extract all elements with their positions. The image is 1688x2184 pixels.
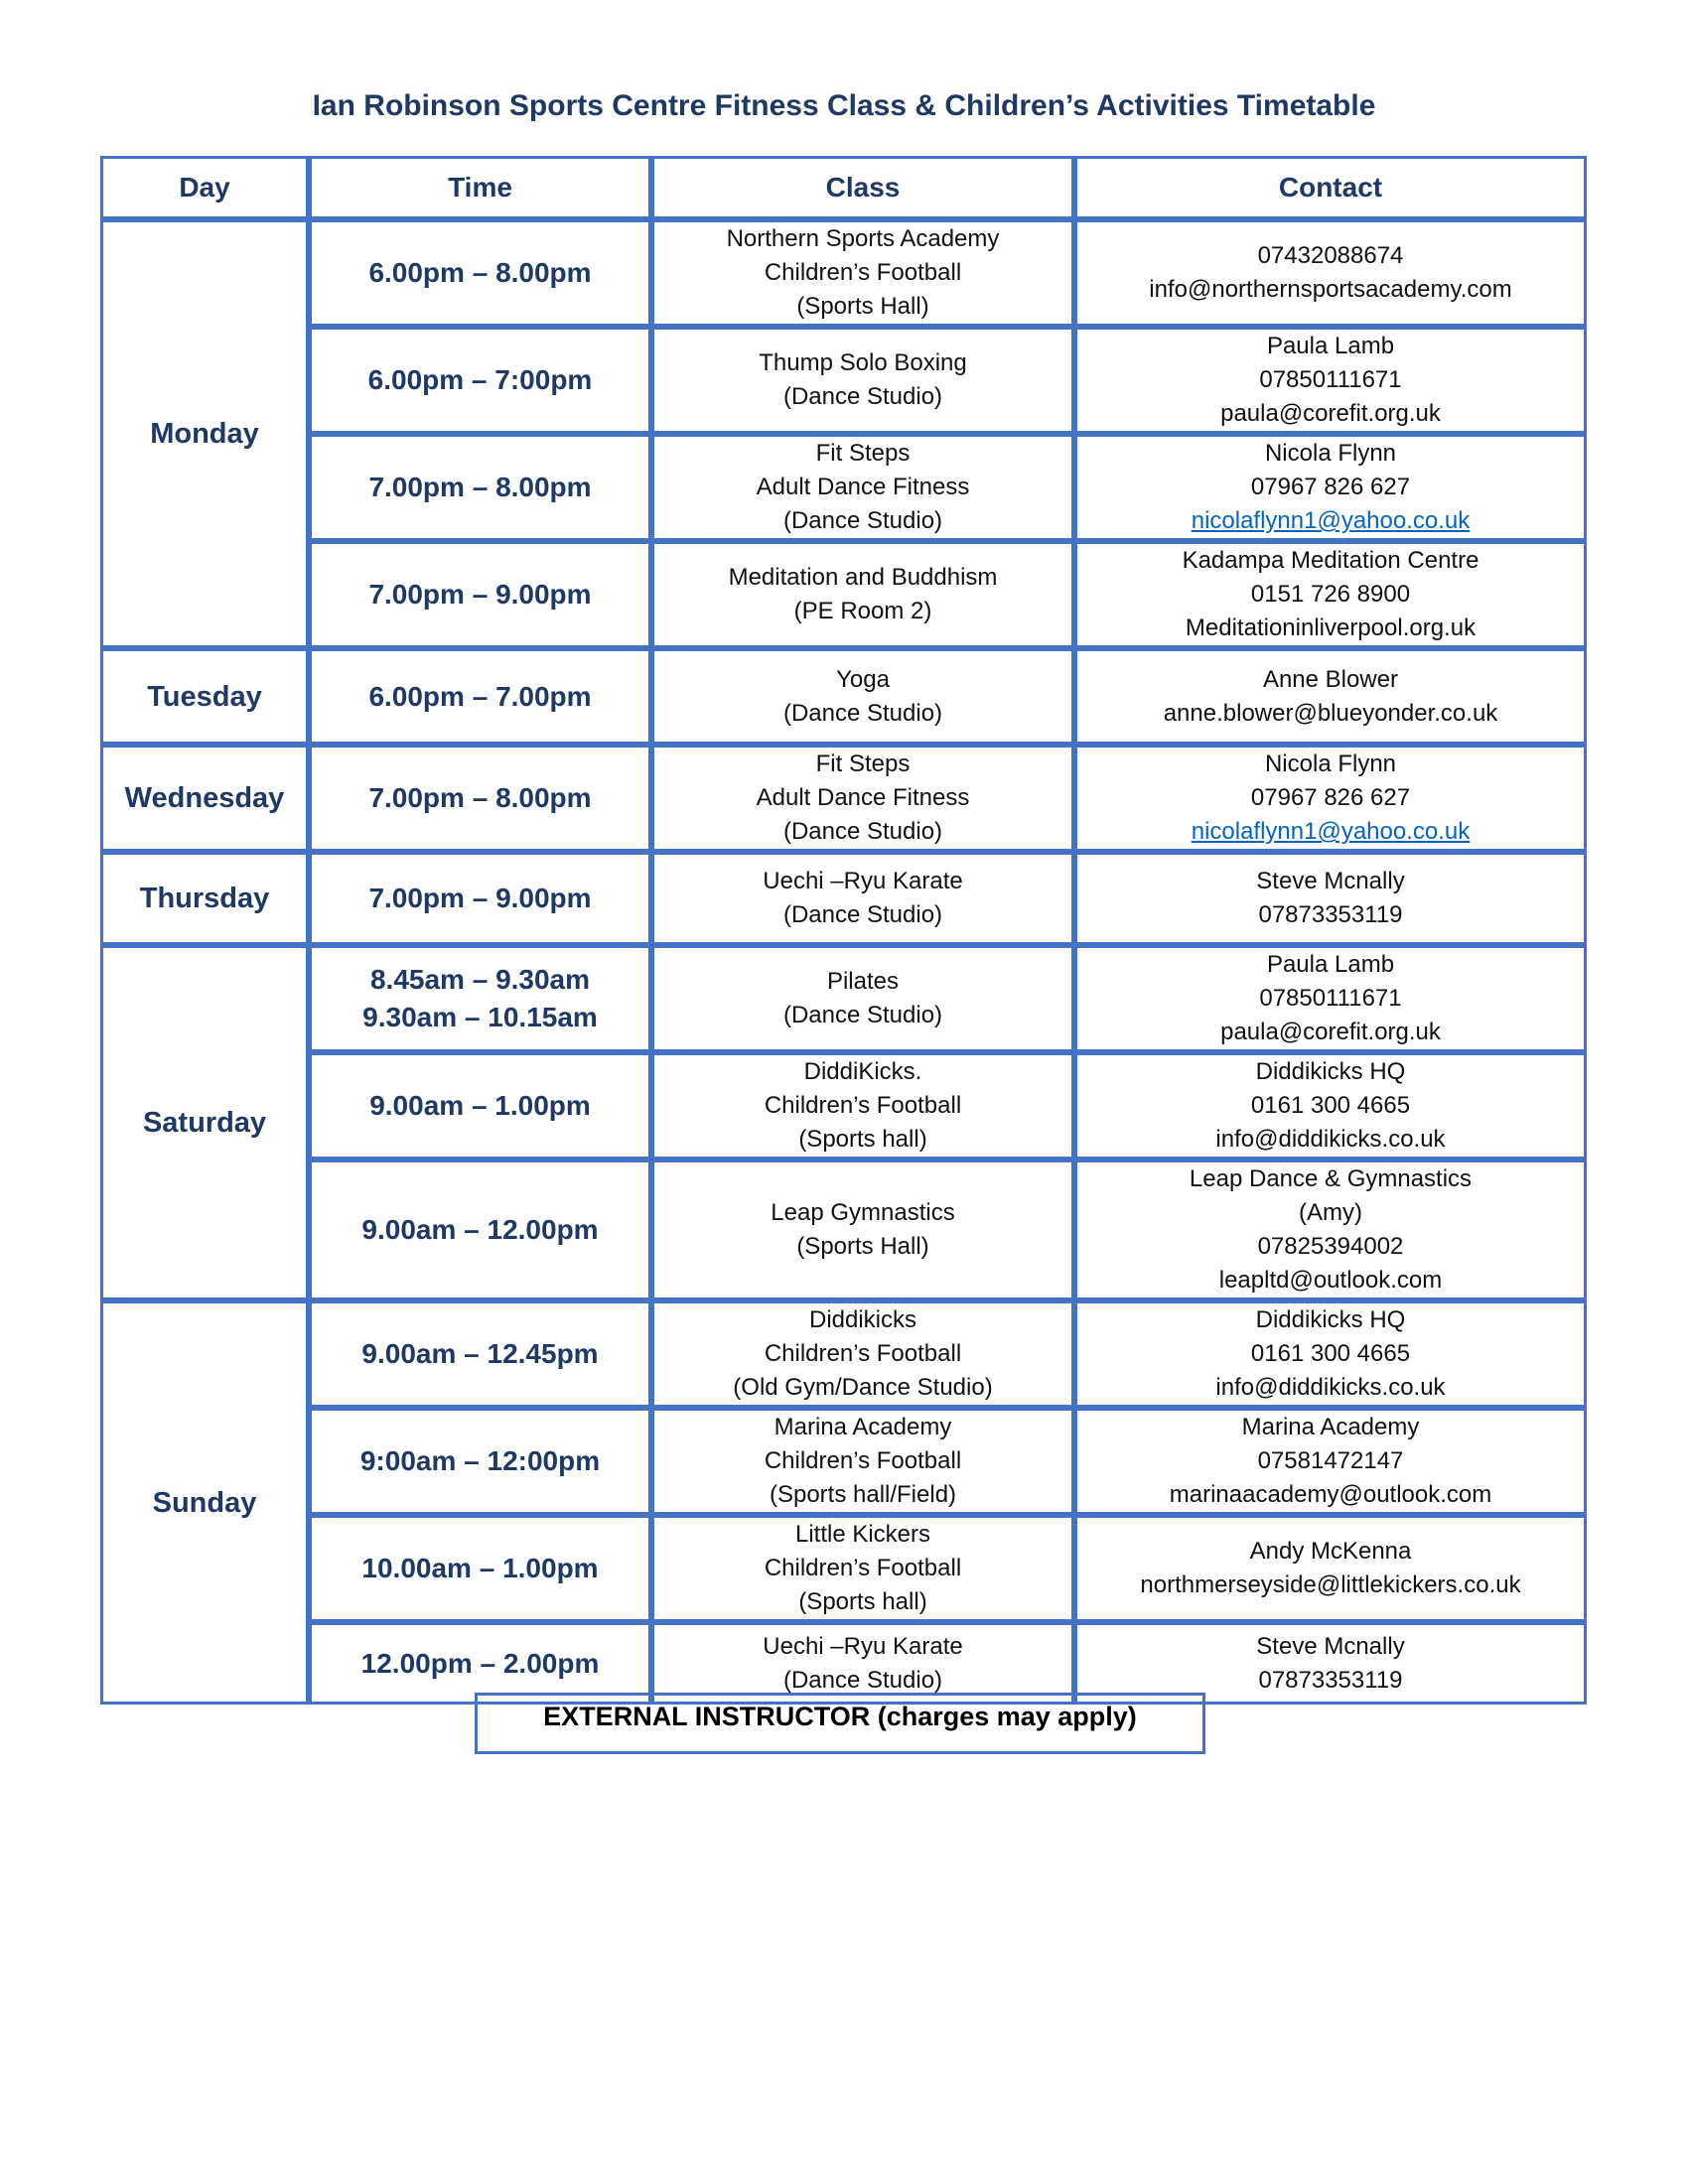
contact-name: Steve Mcnally: [1256, 1632, 1405, 1660]
contact-name: Paula Lamb: [1266, 951, 1395, 978]
time-cell: [309, 1515, 651, 1622]
day-sunday: Sunday: [100, 1300, 309, 1705]
time-cell: [309, 219, 651, 327]
class-text: Children’s Football: [764, 259, 962, 286]
class-text: Fit Steps: [815, 751, 911, 777]
contact-email: info@northernsportsacademy.com: [1149, 276, 1512, 303]
contact-name: Leap Dance & Gymnastics: [1189, 1165, 1473, 1192]
class-cell: [651, 945, 1074, 1052]
header-day: Day: [100, 156, 309, 219]
contact-name: Diddikicks HQ: [1255, 1306, 1406, 1333]
class-text: Adult Dance Fitness: [756, 784, 970, 811]
class-text: Pilates: [826, 968, 900, 995]
day-wednesday: Wednesday: [100, 745, 309, 852]
table-row: [100, 1052, 1587, 1160]
time-text: 9.00am – 12.00pm: [361, 1214, 599, 1245]
contact-email: paula@corefit.org.uk: [1220, 1019, 1441, 1045]
time-text: 9:00am – 12:00pm: [359, 1445, 601, 1476]
contact-name: Diddikicks HQ: [1255, 1058, 1406, 1085]
table-row: [100, 1408, 1587, 1515]
class-cell: [651, 219, 1074, 327]
class-text: (Sports Hall): [796, 293, 929, 320]
table-row: [100, 1300, 1587, 1408]
time-cell: [309, 852, 651, 945]
header-time: Time: [309, 156, 651, 219]
page-title: Ian Robinson Sports Centre Fitness Class & Children’s Activities Timetable: [312, 89, 1376, 122]
class-text: (Sports hall): [798, 1588, 927, 1615]
contact-email: anne.blower@blueyonder.co.uk: [1163, 699, 1498, 727]
contact-phone: 07850111671: [1259, 366, 1402, 393]
time-cell: [309, 1408, 651, 1515]
class-cell: [651, 1408, 1074, 1515]
external-instructor-note: EXTERNAL INSTRUCTOR (charges may apply): [475, 1693, 1205, 1754]
time-text: 12.00pm – 2.00pm: [360, 1647, 600, 1679]
contact-email-link[interactable]: nicolaflynn1@yahoo.co.uk: [1191, 818, 1471, 845]
header-class: Class: [651, 156, 1074, 219]
class-text: Children’s Football: [764, 1340, 962, 1367]
time-text: 7.00pm – 9.00pm: [368, 579, 592, 610]
contact-email-link[interactable]: nicolaflynn1@yahoo.co.uk: [1191, 507, 1471, 534]
table-row: [100, 1515, 1587, 1622]
class-cell: [651, 745, 1074, 852]
day-saturday: Saturday: [100, 945, 309, 1300]
table-row: [100, 945, 1587, 1052]
contact-email: info@diddikicks.co.uk: [1215, 1126, 1446, 1153]
class-text: (Sports Hall): [796, 1233, 929, 1260]
contact-cell: [1074, 327, 1587, 434]
class-text: (Sports hall): [798, 1126, 927, 1153]
class-text: (PE Room 2): [793, 598, 932, 624]
class-text: (Dance Studio): [782, 818, 943, 845]
contact-phone: 0151 726 8900: [1250, 581, 1411, 608]
contact-name: Andy McKenna: [1249, 1538, 1412, 1565]
time-text: 6.00pm – 8.00pm: [368, 257, 592, 288]
class-text: (Dance Studio): [782, 699, 943, 727]
class-text: (Dance Studio): [782, 1666, 943, 1694]
contact-name: Paula Lamb: [1266, 333, 1395, 359]
contact-name: Nicola Flynn: [1264, 751, 1397, 777]
contact-cell: [1074, 745, 1587, 852]
time-text: 7.00pm – 8.00pm: [368, 782, 592, 813]
contact-phone: 07967 826 627: [1250, 474, 1411, 500]
class-text: Uechi –Ryu Karate: [763, 868, 963, 894]
time-text: 6.00pm – 7:00pm: [367, 364, 593, 395]
class-cell: [651, 648, 1074, 745]
class-text: DiddiKicks.: [803, 1058, 922, 1085]
contact-name: (Amy): [1299, 1199, 1362, 1226]
table-row: [100, 434, 1587, 541]
time-cell: [309, 945, 651, 1052]
day-monday: Monday: [100, 219, 309, 648]
time-text: 9.00am – 1.00pm: [369, 1090, 591, 1121]
timetable: [100, 156, 1587, 1705]
class-cell: [651, 852, 1074, 945]
class-text: Leap Gymnastics: [771, 1199, 955, 1226]
day-thursday: Thursday: [100, 852, 309, 945]
time-cell: [309, 327, 651, 434]
contact-phone: 07850111671: [1259, 985, 1402, 1012]
time-cell: [309, 1160, 651, 1300]
class-text: Uechi –Ryu Karate: [763, 1632, 963, 1660]
contact-email: marinaacademy@outlook.com: [1169, 1481, 1492, 1508]
table-row: [100, 219, 1587, 327]
class-cell: [651, 1300, 1074, 1408]
time-cell: [309, 1300, 651, 1408]
class-cell: [651, 1515, 1074, 1622]
contact-name: Marina Academy: [1241, 1414, 1420, 1440]
class-text: Children’s Football: [764, 1092, 962, 1119]
class-text: Marina Academy: [774, 1414, 952, 1440]
contact-email: leapltd@outlook.com: [1218, 1267, 1443, 1294]
contact-cell: [1074, 219, 1587, 327]
class-text: (Dance Studio): [782, 383, 943, 410]
table-row: [100, 648, 1587, 745]
class-text: Children’s Football: [764, 1447, 962, 1474]
contact-name: Steve Mcnally: [1256, 868, 1405, 894]
contact-name: Anne Blower: [1262, 665, 1399, 693]
contact-phone: 07432088674: [1257, 242, 1404, 269]
contact-cell: [1074, 1160, 1587, 1300]
time-cell: [309, 541, 651, 648]
class-text: Little Kickers: [794, 1521, 931, 1548]
contact-phone: 0161 300 4665: [1250, 1092, 1411, 1119]
header-row: [100, 156, 1587, 219]
class-text: Diddikicks: [808, 1306, 917, 1333]
contact-cell: [1074, 1515, 1587, 1622]
time-text: 6.00pm – 7.00pm: [368, 680, 592, 712]
contact-email: info@diddikicks.co.uk: [1215, 1374, 1446, 1401]
time-text: 9.30am – 10.15am: [362, 1002, 598, 1032]
table-row: [100, 327, 1587, 434]
contact-cell: [1074, 945, 1587, 1052]
contact-cell: [1074, 1300, 1587, 1408]
contact-name: Kadampa Meditation Centre: [1182, 547, 1479, 574]
day-tuesday: Tuesday: [100, 648, 309, 745]
class-text: Meditation and Buddhism: [728, 564, 998, 591]
header-contact: Contact: [1074, 156, 1587, 219]
class-cell: [651, 1160, 1074, 1300]
contact-cell: [1074, 1408, 1587, 1515]
time-text: 7.00pm – 9.00pm: [368, 883, 592, 913]
class-cell: [651, 1052, 1074, 1160]
contact-phone: 07581472147: [1257, 1447, 1404, 1474]
class-text: (Old Gym/Dance Studio): [733, 1374, 993, 1401]
contact-phone: 0161 300 4665: [1250, 1340, 1411, 1367]
time-cell: [309, 745, 651, 852]
class-text: Northern Sports Academy: [726, 225, 1000, 252]
class-text: Yoga: [836, 665, 890, 693]
time-cell: [309, 1052, 651, 1160]
class-text: (Dance Studio): [782, 507, 943, 534]
class-text: (Dance Studio): [782, 901, 943, 928]
class-text: Fit Steps: [815, 440, 911, 467]
time-text: 9.00am – 12.45pm: [361, 1338, 599, 1369]
time-text: 7.00pm – 8.00pm: [368, 472, 592, 502]
contact-cell: [1074, 852, 1587, 945]
class-cell: [651, 541, 1074, 648]
contact-phone: 07825394002: [1257, 1233, 1404, 1260]
table-row: [100, 1160, 1587, 1300]
contact-phone: 07873353119: [1258, 1666, 1403, 1694]
contact-website: Meditationinliverpool.org.uk: [1185, 614, 1477, 641]
time-cell: [309, 648, 651, 745]
table-row: [100, 745, 1587, 852]
contact-name: Nicola Flynn: [1264, 440, 1397, 467]
class-text: (Dance Studio): [782, 1002, 943, 1028]
table-row: [100, 852, 1587, 945]
time-cell: [309, 434, 651, 541]
contact-cell: [1074, 541, 1587, 648]
time-text: 8.45am – 9.30am: [369, 964, 591, 995]
class-text: Thump Solo Boxing: [759, 349, 967, 376]
table-row: [100, 541, 1587, 648]
contact-email: northmerseyside@littlekickers.co.uk: [1140, 1571, 1521, 1598]
class-cell: [651, 434, 1074, 541]
time-text: 10.00am – 1.00pm: [361, 1553, 599, 1583]
contact-cell: [1074, 1052, 1587, 1160]
class-text: (Sports hall/Field): [769, 1481, 957, 1508]
contact-cell: [1074, 648, 1587, 745]
contact-email: paula@corefit.org.uk: [1220, 400, 1441, 427]
class-text: Children’s Football: [764, 1555, 962, 1581]
contact-cell: [1074, 434, 1587, 541]
class-text: Adult Dance Fitness: [756, 474, 970, 500]
contact-phone: 07967 826 627: [1250, 784, 1411, 811]
contact-phone: 07873353119: [1258, 901, 1403, 928]
class-cell: [651, 327, 1074, 434]
